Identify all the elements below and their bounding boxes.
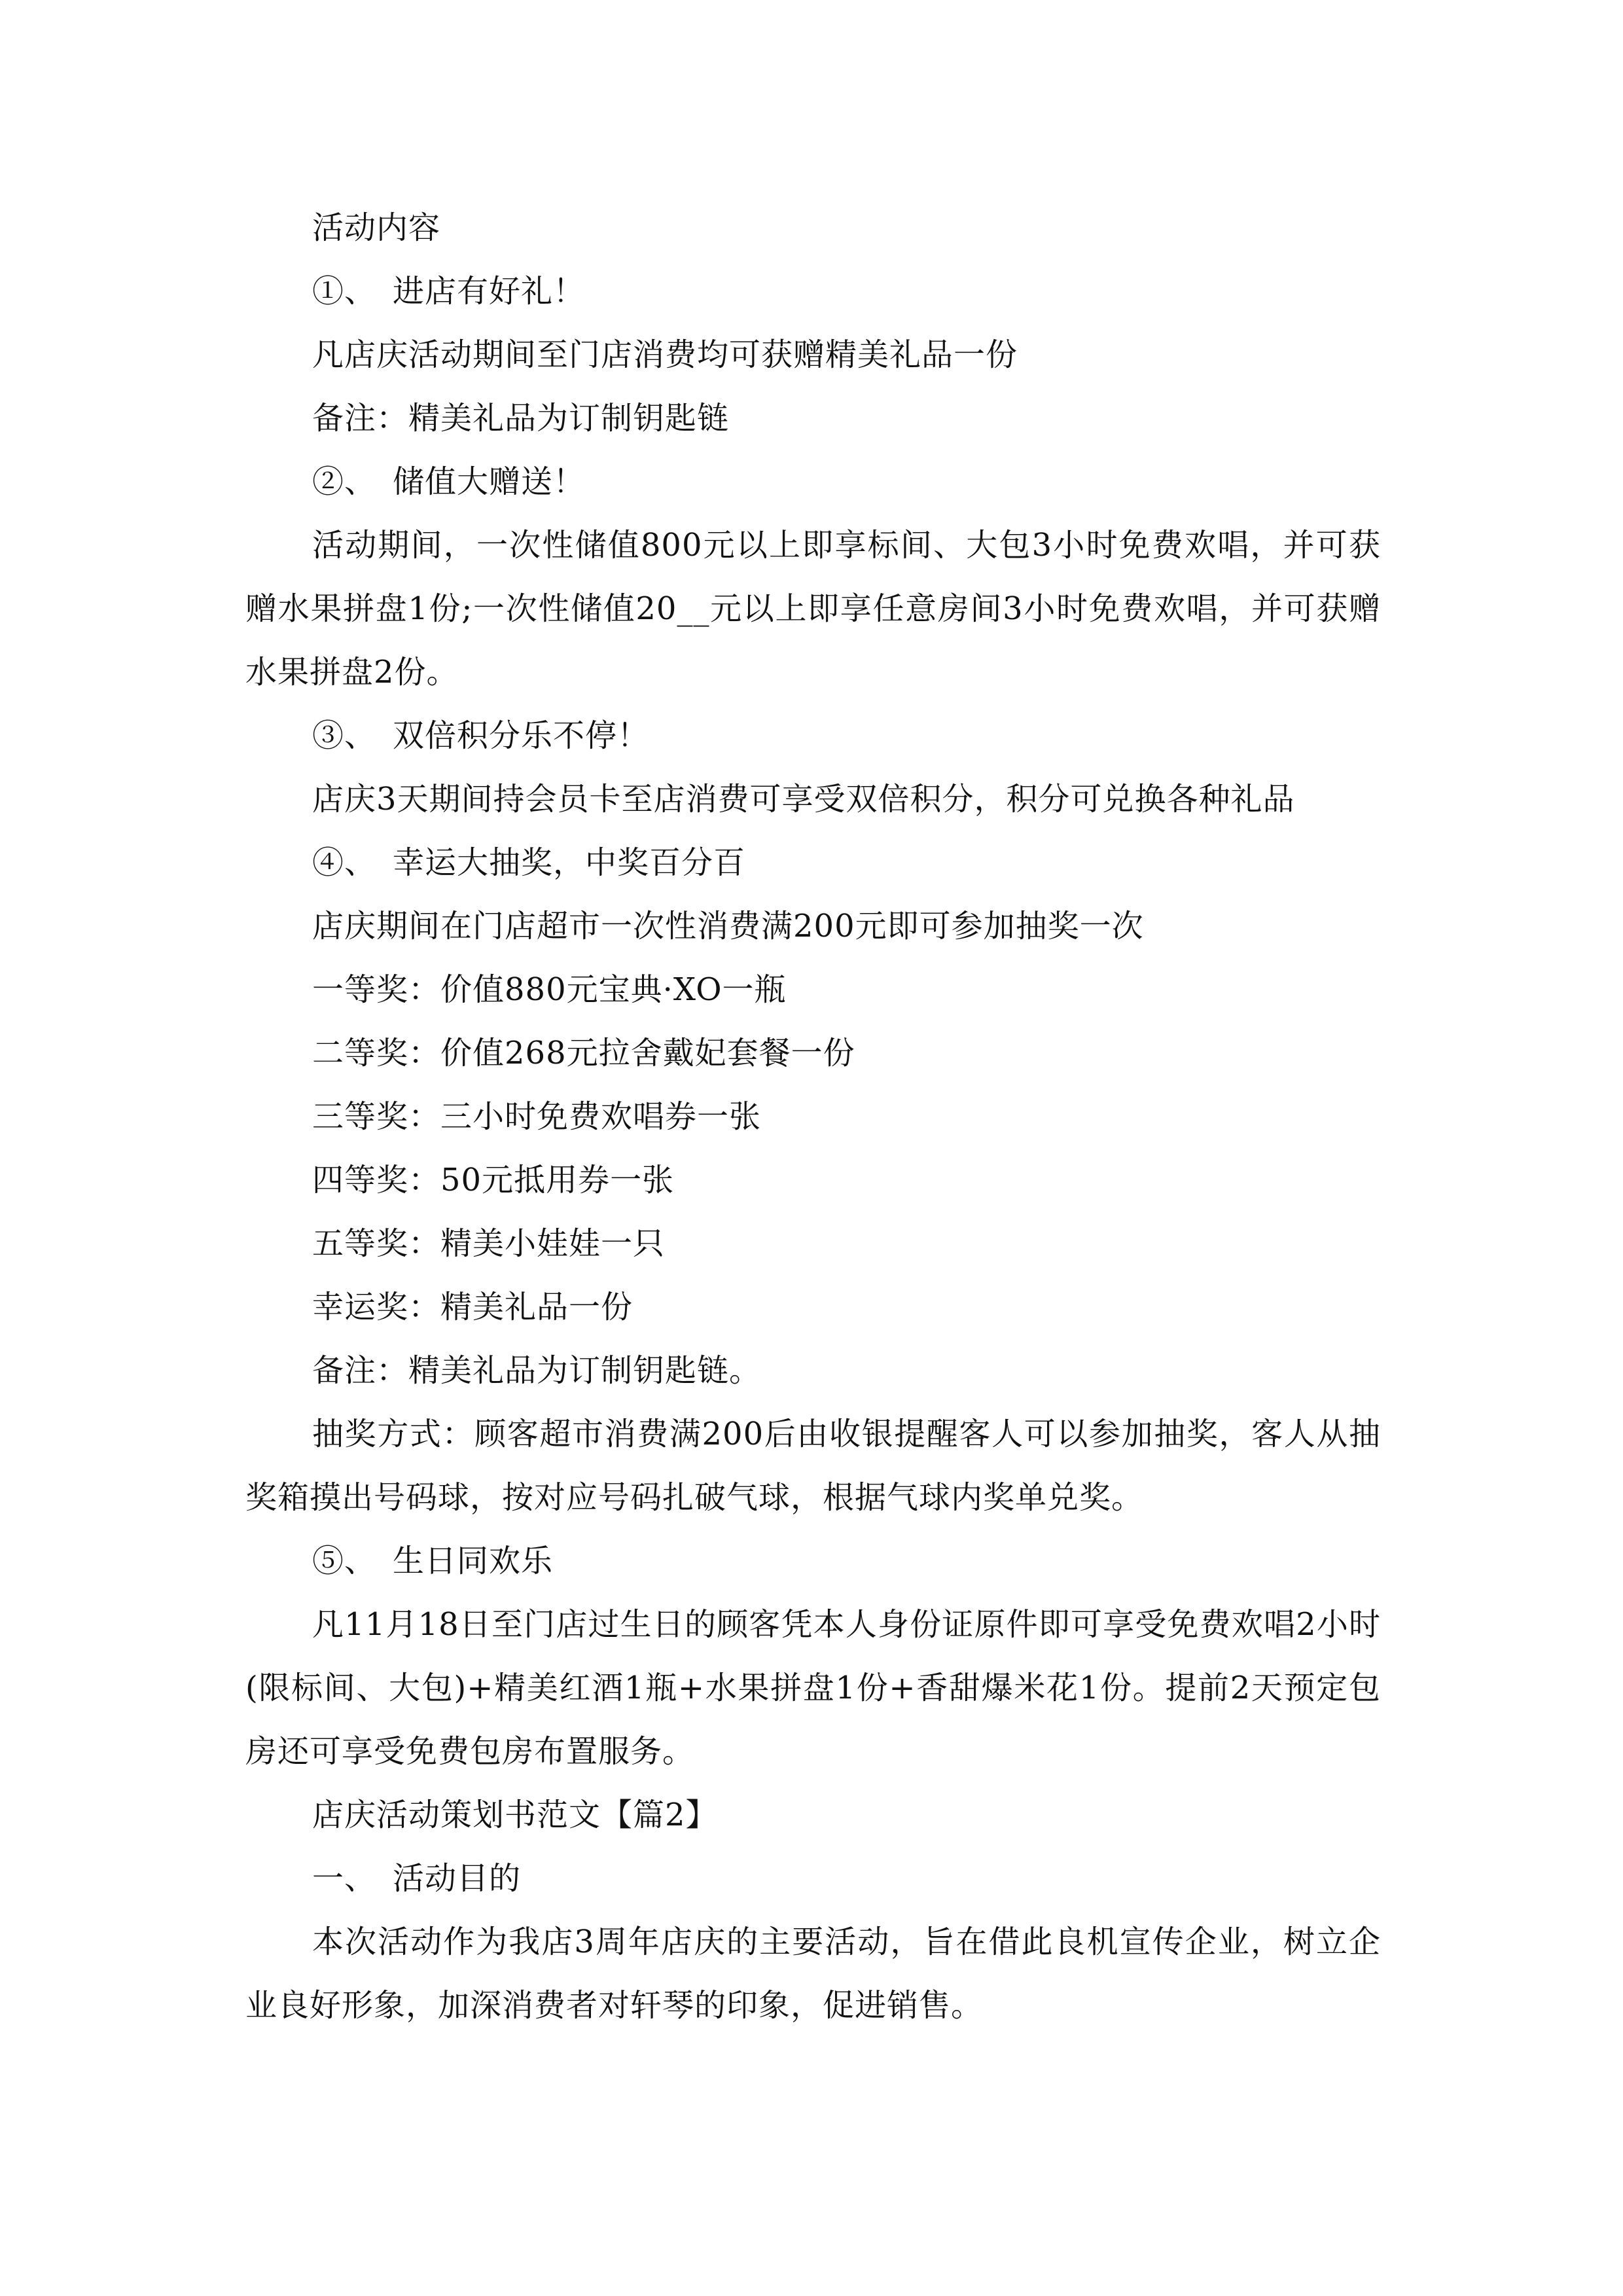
paragraph-birthday-details: 凡11月18日至门店过生日的顾客凭本人身份证原件即可享受免费欢唱2小时(限标间、大包)+精美红酒1瓶+水果拼盘1份+香甜爆米花1份。提前2天预定包房还可享受免费包房布置服务。 xyxy=(245,1606,1381,1770)
prize-second: 二等奖：价值268元拉舍戴妃套餐一份 xyxy=(312,1035,855,1071)
paragraph-gift-description: 凡店庆活动期间至门店消费均可获赠精美礼品一份 xyxy=(312,336,1018,373)
paragraph-stored-value-details: 活动期间，一次性储值800元以上即享标间、大包3小时免费欢唱，并可获赠水果拼盘1份;一次性储值20__元以上即享任意房间3小时免费欢唱，并可获赠水果拼盘2份。 xyxy=(245,527,1381,691)
item-heading-double-points: ③、 双倍积分乐不停！ xyxy=(312,717,650,754)
prize-third: 三等奖：三小时免费欢唱券一张 xyxy=(312,1098,762,1135)
item-heading-birthday: ⑤、 生日同欢乐 xyxy=(312,1543,554,1579)
paragraph-purpose-details: 本次活动作为我店3周年店庆的主要活动，旨在借此良机宣传企业，树立企业良好形象，加深消费者对轩琴的印象，促进销售。 xyxy=(245,1924,1381,2024)
item-heading-lucky-draw: ④、 幸运大抽奖，中奖百分百 xyxy=(312,844,746,881)
paragraph-prize-note: 备注：精美礼品为订制钥匙链。 xyxy=(312,1352,762,1389)
section-heading-purpose: 一、 活动目的 xyxy=(312,1860,522,1897)
prize-first: 一等奖：价值880元宝典·XO一瓶 xyxy=(312,971,787,1008)
paragraph-draw-method: 抽奖方式：顾客超市消费满200后由收银提醒客人可以参加抽奖，客人从抽奖箱摸出号码球，按对应号码扎破气球，根据气球内奖单兑奖。 xyxy=(245,1416,1381,1516)
item-heading-stored-value: ②、 储值大赠送！ xyxy=(312,463,586,500)
article-heading-part-2: 店庆活动策划书范文【篇2】 xyxy=(312,1797,718,1833)
document-body xyxy=(245,196,1381,2037)
prize-lucky: 幸运奖：精美礼品一份 xyxy=(312,1289,633,1325)
paragraph-lucky-draw-rule: 店庆期间在门店超市一次性消费满200元即可参加抽奖一次 xyxy=(312,908,1144,944)
prize-fourth: 四等奖：50元抵用券一张 xyxy=(312,1162,675,1198)
section-heading-activity-content: 活动内容 xyxy=(312,209,441,246)
paragraph-gift-note: 备注：精美礼品为订制钥匙链 xyxy=(312,400,730,437)
paragraph-double-points-details: 店庆3天期间持会员卡至店消费可享受双倍积分，积分可兑换各种礼品 xyxy=(312,781,1295,817)
item-heading-gift-on-entry: ①、 进店有好礼！ xyxy=(312,273,586,310)
prize-fifth: 五等奖：精美小娃娃一只 xyxy=(312,1225,666,1262)
